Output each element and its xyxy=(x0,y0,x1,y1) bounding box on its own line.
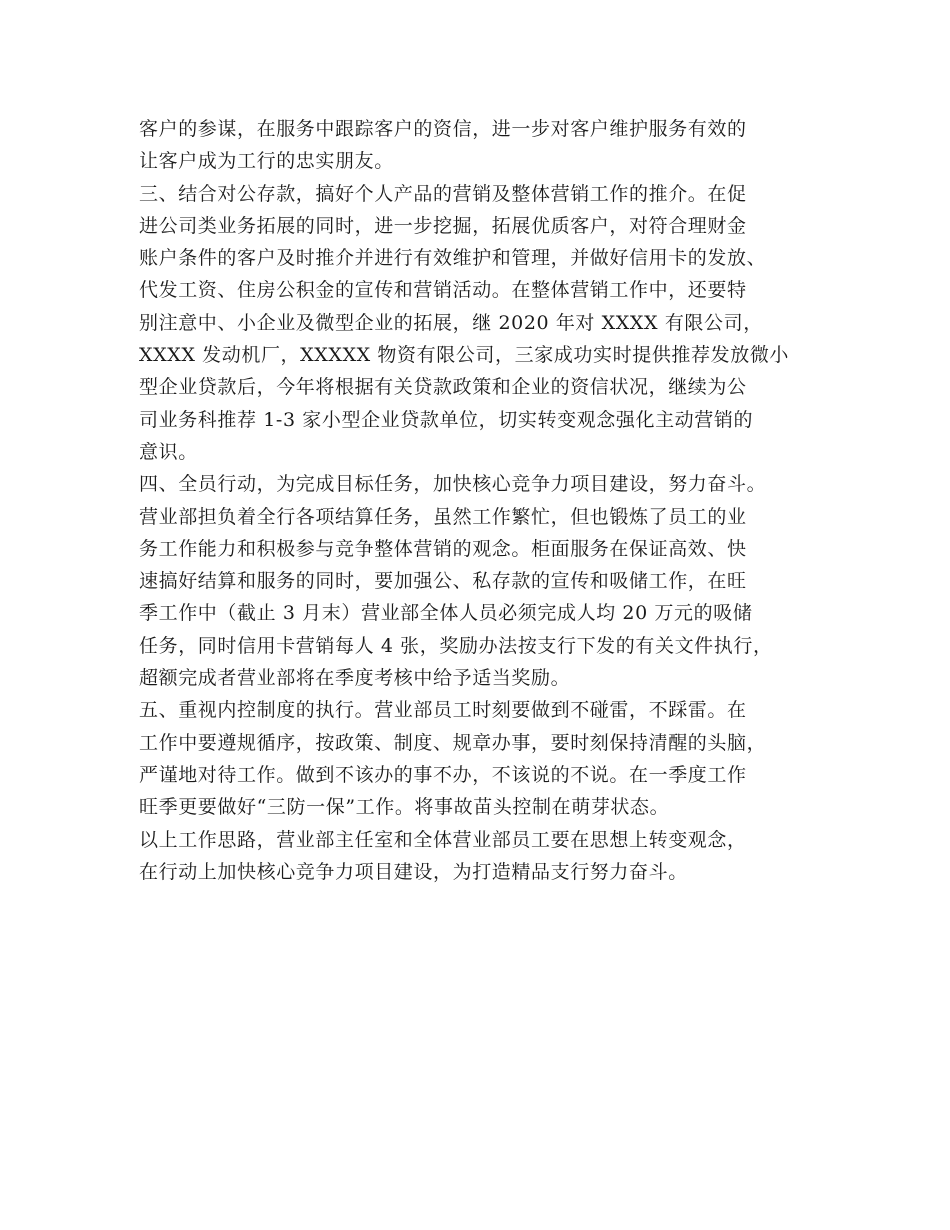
text-line: 旺季更要做好“三防一保”工作。将事故苗头控制在萌芽状态。 xyxy=(139,796,670,819)
text-line: 营业部担负着全行各项结算任务，虽然工作繁忙，但也锻炼了员工的业 xyxy=(139,505,747,528)
text-line: 型企业贷款后，今年将根据有关贷款政策和企业的资信状况，继续为公 xyxy=(139,376,747,399)
text-line: 让客户成为工行的忠实朋友。 xyxy=(139,150,394,173)
text-line: 意识。 xyxy=(139,440,198,463)
text-line: 务工作能力和积极参与竞争整体营销的观念。柜面服务在保证高效、快 xyxy=(139,537,747,560)
text-line: 进公司类业务拓展的同时，进一步挖掘，拓展优质客户，对符合理财金 xyxy=(139,214,747,237)
text-line: 五、重视内控制度的执行。营业部员工时刻要做到不碰雷，不踩雷。在 xyxy=(139,699,747,722)
text-line: 季工作中（截止 3 月末）营业部全体人员必须完成人均 20 万元的吸储 xyxy=(139,602,753,625)
text-line: 超额完成者营业部将在季度考核中给予适当奖励。 xyxy=(139,667,571,690)
text-line: 严谨地对待工作。做到不该办的事不办，不该说的不说。在一季度工作 xyxy=(139,763,747,786)
text-line: 速搞好结算和服务的同时，要加强公、私存款的宣传和吸储工作，在旺 xyxy=(139,570,747,593)
text-line: 司业务科推荐 1-3 家小型企业贷款单位，切实转变观念强化主动营销的 xyxy=(139,408,754,431)
text-line: 账户条件的客户及时推介并进行有效维护和管理，并做好信用卡的发放、 xyxy=(139,247,767,270)
document-body xyxy=(139,113,819,888)
text-line: 代发工资、住房公积金的宣传和营销活动。在整体营销工作中，还要特 xyxy=(139,279,747,302)
text-line: 任务，同时信用卡营销每人 4 张，奖励办法按支行下发的有关文件执行， xyxy=(139,634,773,657)
text-line: 四、全员行动，为完成目标任务，加快核心竞争力项目建设，努力奋斗。 xyxy=(139,473,767,496)
text-line: XXXX 发动机厂，XXXXX 物资有限公司，三家成功实时提供推荐发放微小 xyxy=(139,344,790,367)
text-line: 工作中要遵规循序，按政策、制度、规章办事，要时刻保持清醒的头脑， xyxy=(139,731,767,754)
text-line: 别注意中、小企业及微型企业的拓展，继 2020 年对 XXXX 有限公司， xyxy=(139,311,763,334)
text-line: 三、结合对公存款，搞好个人产品的营销及整体营销工作的推介。在促 xyxy=(139,182,747,205)
text-line: 以上工作思路，营业部主任室和全体营业部员工要在思想上转变观念， xyxy=(139,828,747,851)
text-line: 在行动上加快核心竞争力项目建设，为打造精品支行努力奋斗。 xyxy=(139,860,688,883)
text-line: 客户的参谋，在服务中跟踪客户的资信，进一步对客户维护服务有效的 xyxy=(139,118,747,140)
